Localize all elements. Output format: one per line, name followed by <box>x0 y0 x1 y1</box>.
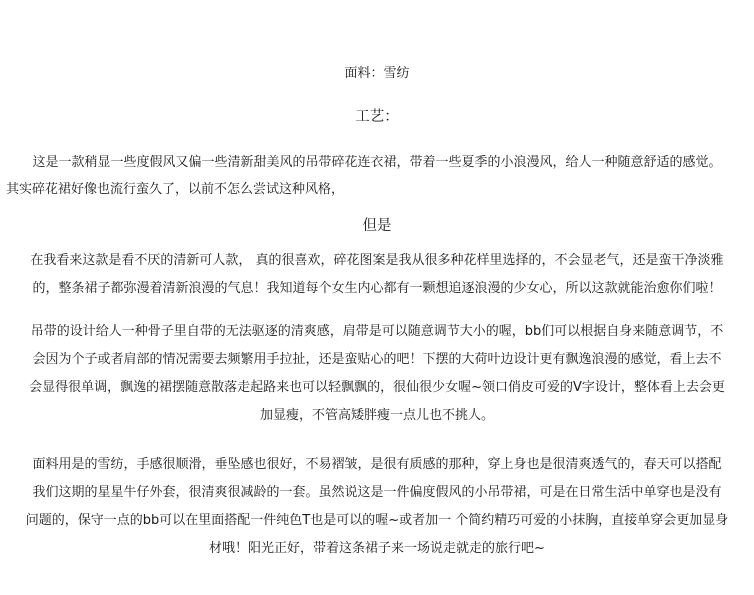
para2-line-2: 会因为个子或者肩部的情况需要去频繁用手拉扯，还是蛮贴心的吧！下摆的大荷叶边设计更有飘逸浪漫的感觉，看上去不 <box>32 352 722 367</box>
intro-line-1: 这是一款稍显一些度假风又偏一些清新甜美风的吊带碎花连衣裙，带着一些夏季的小浪漫风，给人一种随意舒适的感觉。 <box>32 155 722 170</box>
para2-line-4: 加显瘦，不管高矮胖瘦一点儿也不挑人。 <box>259 408 494 423</box>
but-heading: 但是 <box>362 218 392 234</box>
para3-line-4: 材哦！阳光正好，带着这条裙子来一场说走就走的旅行吧~ <box>209 541 545 556</box>
fabric-line: 面料：雪纺 <box>344 66 410 81</box>
para3-line-2: 我们这期的星星牛仔外套，很清爽很减龄的一套。虽然说这是一件偏度假风的小吊带裙，可是在日常生活中单穿也是没有 <box>32 485 722 500</box>
para1-line-1: 在我看来这款是看不厌的清新可人款， 真的很喜欢，碎花图案是我从很多种花样里选择的，不会显老气，还是蛮干净淡雅 <box>30 253 724 268</box>
para3-line-1: 面料用是的雪纺，手感很顺滑，垂坠感也很好，不易褶皱，是很有质感的那种，穿上身也是很清爽透气的，春天可以搭配 <box>32 457 722 472</box>
intro-line-2: 其实碎花裙好像也流行蛮久了，以前不怎么尝试这种风格， <box>6 182 345 197</box>
para2-line-3: 会显得很单调，飘逸的裙摆随意散落走起路来也可以轻飘飘的，很仙很少女喔~领口俏皮可爱的V字设计，整体看上去会更 <box>29 380 725 395</box>
craft-line: 工艺： <box>355 109 399 125</box>
para2-line-1: 吊带的设计给人一种骨子里自带的无法驱逐的清爽感，肩带是可以随意调节大小的喔，bb们可以根据自身来随意调节，不 <box>30 324 724 339</box>
para3-line-3: 问题的，保守一点的bb可以在里面搭配一件纯色T也是可以的喔~或者加一 个简约精巧可爱的小抹胸，直接单穿会更加显身 <box>25 513 729 528</box>
para1-line-2: 的，整条裙子都弥漫着清新浪漫的气息！我知道每个女生内心都有一颗想追逐浪漫的少女心，所以这款就能治愈你们啦！ <box>32 281 722 296</box>
